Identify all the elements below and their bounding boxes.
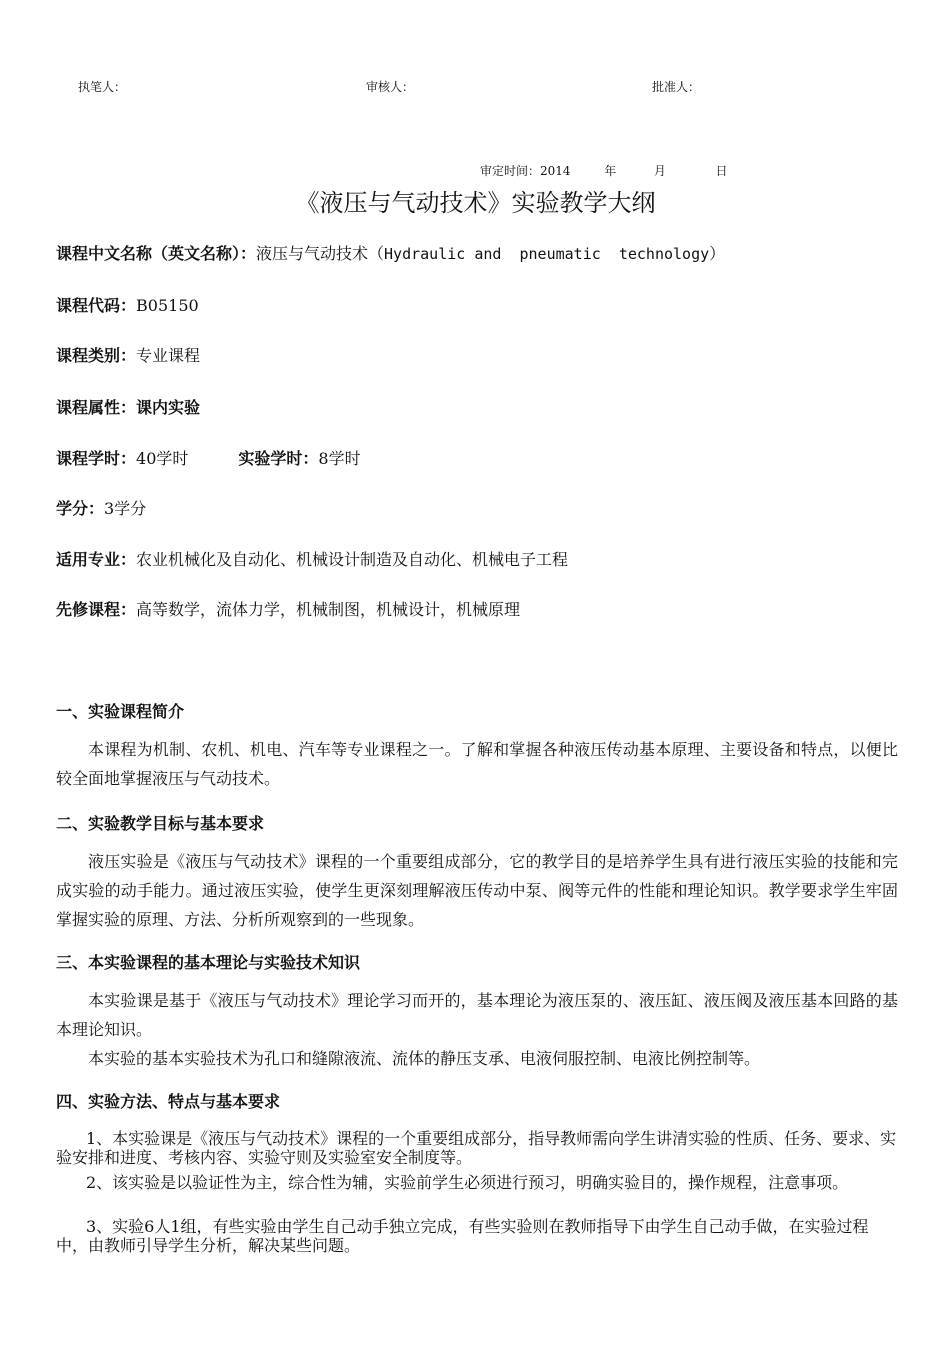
course-code-field [56, 293, 199, 316]
major-field [56, 547, 568, 570]
page-title: 《液压与气动技术》实验教学大纲 [295, 189, 656, 217]
section-4-item-2: 2、该实验是以验证性为主，综合性为辅，实验前学生必须进行预习，明确实验目的，操作规程，注意事项。 [86, 1173, 849, 1192]
lab-hours-value: 8学时 [318, 449, 361, 468]
course-category-field [56, 343, 200, 366]
lab-hours-label: 实验学时： [238, 449, 319, 468]
course-hours-field [56, 446, 361, 469]
section-3-paragraph-2: 本实验的基本实验技术为孔口和缝隙液流、流体的静压支承、电液伺服控制、电液比例控制等。 [88, 1049, 761, 1068]
course-attribute-value: 课内实验 [136, 398, 201, 417]
course-name-close: ） [709, 244, 726, 263]
course-category-value: 专业课程 [136, 346, 201, 365]
course-category-label: 课程类别： [56, 346, 137, 365]
prerequisite-label: 先修课程： [56, 600, 137, 619]
section-4-item-1: 1、本实验课是《液压与气动技术》课程的一个重要组成部分，指导教师需向学生讲清实验的性质、任务、要求、实验安排和进度、考核内容、实验守则及实验室安全制度等。 [56, 1129, 897, 1167]
prerequisite-value: 高等数学，流体力学，机械制图，机械设计，机械原理 [136, 600, 521, 619]
date-day: 日 [715, 164, 728, 178]
reviewer-label: 审核人： [366, 80, 415, 94]
course-name-en: Hydraulic and pneumatic technology [384, 245, 710, 263]
section-3-paragraph-1: 本实验课是基于《液压与气动技术》理论学习而开的，基本理论为液压泵的、液压缸、液压阀及液压基本回路的基本理论知识。 [56, 991, 898, 1039]
course-hours-value: 40学时 [136, 449, 189, 468]
course-name-cn: 液压与气动技术（ [256, 244, 385, 263]
credit-value: 3学分 [104, 499, 147, 518]
section-1-paragraph: 本课程为机制、农机、机电、汽车等专业课程之一。了解和掌握各种液压传动基本原理、主要设备和特点，以便比较全面地掌握液压与气动技术。 [56, 740, 898, 788]
major-value: 农业机械化及自动化、机械设计制造及自动化、机械电子工程 [136, 550, 569, 569]
date-month: 月 [653, 164, 666, 178]
course-code-value: B05150 [136, 296, 199, 315]
section-2-heading: 二、实验教学目标与基本要求 [56, 814, 265, 833]
approval-date [480, 162, 728, 179]
section-1-heading: 一、实验课程简介 [56, 702, 185, 721]
approver-label: 批准人： [652, 80, 701, 94]
section-3-heading: 三、本实验课程的基本理论与实验技术知识 [56, 953, 361, 972]
prerequisite-field [56, 597, 520, 620]
section-4-heading: 四、实验方法、特点与基本要求 [56, 1092, 281, 1111]
course-attribute-field [56, 395, 200, 418]
course-code-label: 课程代码： [56, 296, 137, 315]
course-hours-label: 课程学时： [56, 449, 137, 468]
major-label: 适用专业： [56, 550, 137, 569]
course-attribute-label: 课程属性： [56, 398, 137, 417]
writer-label: 执笔人： [78, 80, 127, 94]
date-year: 年 [604, 164, 617, 178]
credit-field [56, 496, 146, 519]
date-label: 审定时间：2014 [480, 164, 571, 178]
section-2-paragraph: 液压实验是《液压与气动技术》课程的一个重要组成部分，它的教学目的是培养学生具有进行液压实验的技能和完成实验的动手能力。通过液压实验，使学生更深刻理解液压传动中泵、阀等元件的性能和理论知识。教学要求学生牢固掌握实验的原理、方法、分析所观察到的一些现象。 [56, 852, 898, 929]
course-name-field [56, 241, 725, 264]
credit-label: 学分： [56, 499, 105, 518]
course-name-label: 课程中文名称（英文名称）： [56, 244, 257, 263]
section-4-item-3: 3、实验6人1组，有些实验由学生自己动手独立完成，有些实验则在教师指导下由学生自己动手做，在实验过程中，由教师引导学生分析，解决某些问题。 [56, 1217, 869, 1255]
